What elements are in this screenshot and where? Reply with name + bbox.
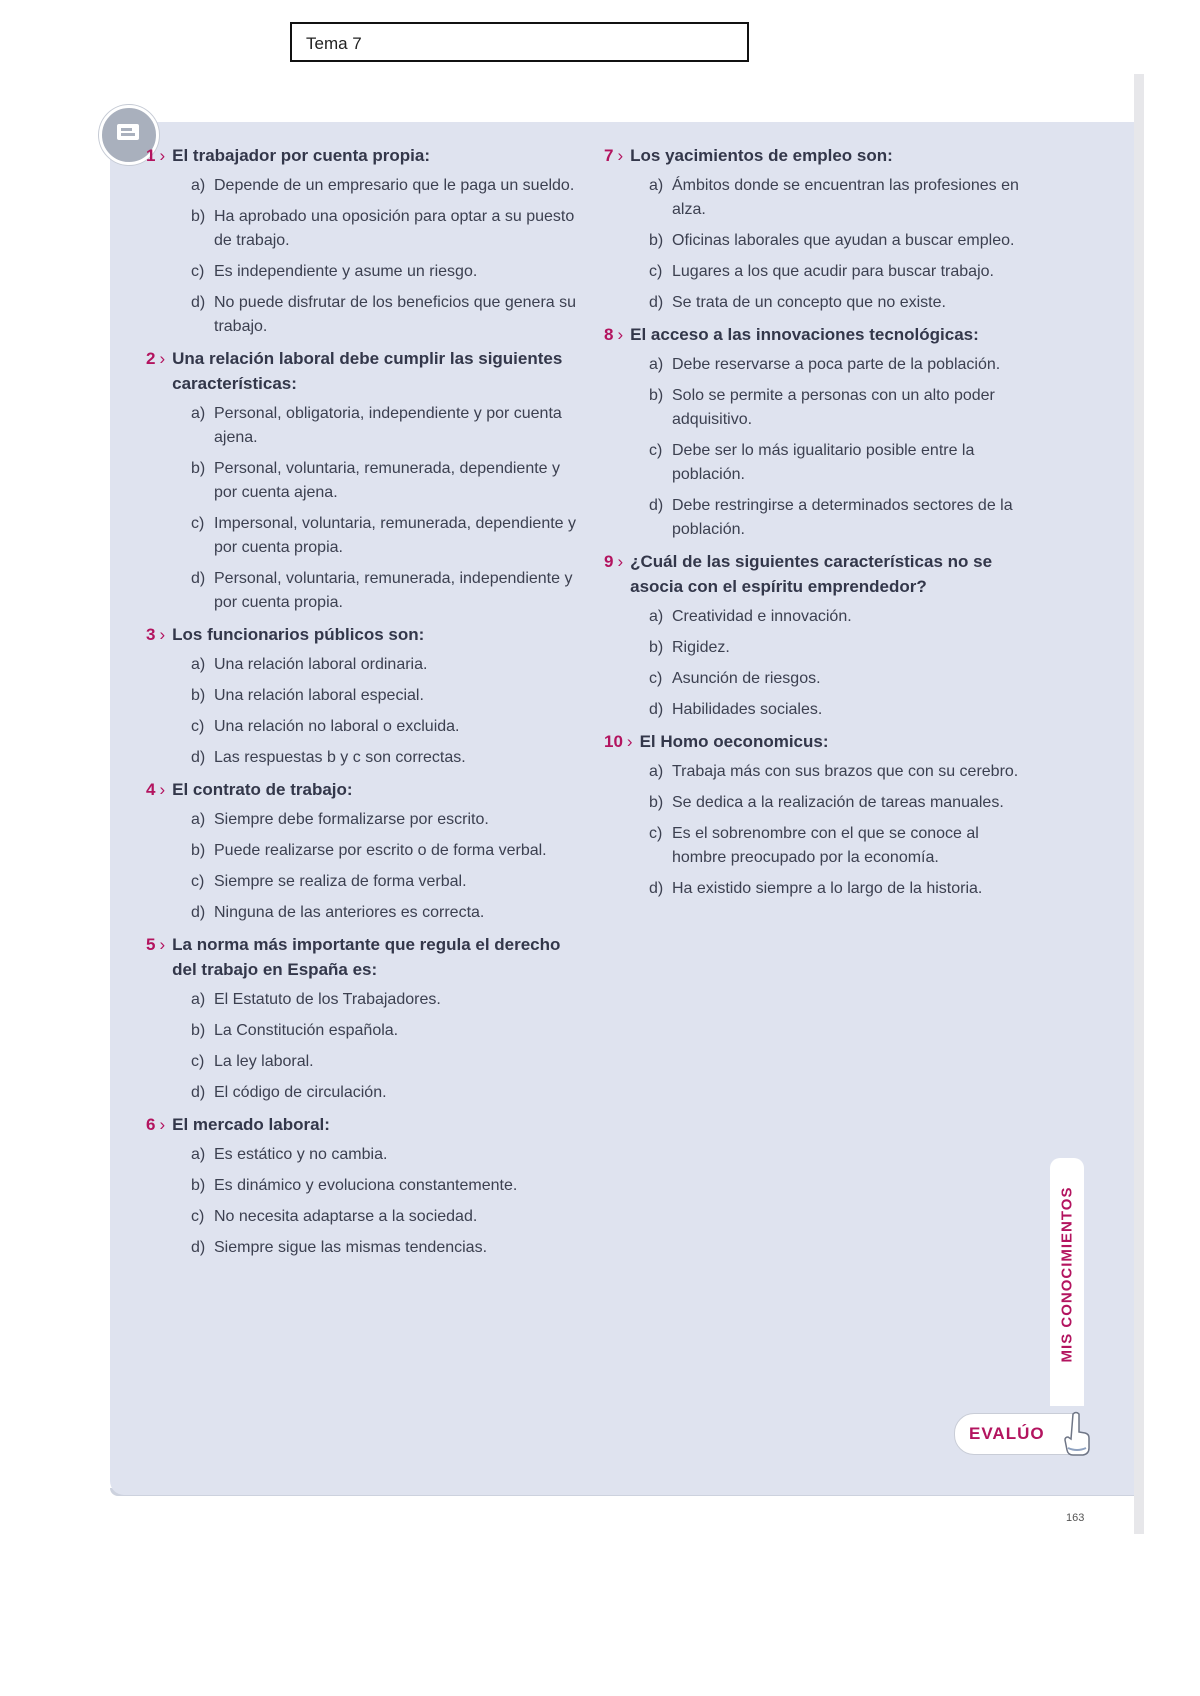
option-letter: b)	[649, 639, 664, 656]
answer-option	[191, 291, 580, 339]
question-number: 10	[604, 732, 623, 751]
answer-options	[649, 605, 1034, 722]
option-letter: b)	[649, 232, 664, 249]
answer-option	[649, 822, 1034, 870]
book-icon-line	[121, 133, 135, 136]
answer-options	[191, 174, 580, 339]
option-text: Solo se permite a personas con un alto poder adquisitivo.	[672, 387, 995, 428]
questions-column-left	[146, 143, 580, 1267]
question-text: Los funcionarios públicos son:	[172, 625, 425, 644]
option-letter: c)	[649, 263, 663, 280]
option-letter: c)	[191, 515, 205, 532]
question-number: 8	[604, 325, 614, 344]
answer-option	[649, 229, 1034, 253]
option-text: Personal, voluntaria, remunerada, dependiente y por cuenta ajena.	[214, 460, 560, 501]
answer-option	[191, 988, 580, 1012]
question-block	[604, 729, 1034, 901]
chevron-right-icon: ›	[617, 552, 624, 571]
option-letter: d)	[649, 701, 664, 718]
answer-option	[649, 605, 1034, 629]
option-text: No necesita adaptarse a la sociedad.	[214, 1208, 478, 1225]
option-text: Depende de un empresario que le paga un sueldo.	[214, 177, 575, 194]
chevron-right-icon: ›	[617, 146, 624, 165]
option-text: Oficinas laborales que ayudan a buscar empleo.	[672, 232, 1015, 249]
option-text: Es independiente y asume un riesgo.	[214, 263, 478, 280]
option-letter: a)	[649, 608, 664, 625]
topic-header-box	[290, 22, 749, 62]
option-letter: b)	[191, 1177, 206, 1194]
chevron-right-icon: ›	[159, 625, 166, 644]
question-text: ¿Cuál de las siguientes características no se asocia con el espíritu emprendedor?	[630, 552, 993, 596]
answer-option	[649, 877, 1034, 901]
option-text: Creatividad e innovación.	[672, 608, 852, 625]
option-letter: a)	[649, 356, 664, 373]
answer-option	[191, 512, 580, 560]
chevron-right-icon: ›	[159, 935, 166, 954]
option-letter: d)	[649, 294, 664, 311]
answer-option	[649, 291, 1034, 315]
question-heading	[146, 932, 580, 982]
option-text: La ley laboral.	[214, 1053, 314, 1070]
option-letter: a)	[191, 811, 206, 828]
option-letter: d)	[191, 1084, 206, 1101]
option-text: Personal, obligatoria, independiente y por cuenta ajena.	[214, 405, 562, 446]
option-letter: a)	[191, 177, 206, 194]
option-text: Habilidades sociales.	[672, 701, 823, 718]
option-letter: b)	[649, 387, 664, 404]
question-text: El acceso a las innovaciones tecnológicas:	[630, 325, 979, 344]
option-text: Es el sobrenombre con el que se conoce al hombre preocupado por la economía.	[672, 825, 979, 866]
option-text: El código de circulación.	[214, 1084, 387, 1101]
chevron-right-icon: ›	[617, 325, 624, 344]
option-letter: b)	[191, 842, 206, 859]
page-edge-strip	[1134, 74, 1144, 1534]
question-block	[604, 322, 1034, 542]
answer-options	[191, 402, 580, 615]
option-letter: d)	[191, 570, 206, 587]
question-number: 6	[146, 1115, 156, 1134]
chevron-right-icon: ›	[159, 146, 166, 165]
chevron-right-icon: ›	[159, 1115, 166, 1134]
option-letter: b)	[649, 794, 664, 811]
answer-option	[649, 260, 1034, 284]
question-text: El contrato de trabajo:	[172, 780, 353, 799]
option-text: Trabaja más con sus brazos que con su cerebro.	[672, 763, 1019, 780]
option-text: Impersonal, voluntaria, remunerada, dependiente y por cuenta propia.	[214, 515, 576, 556]
question-block	[146, 143, 580, 339]
option-letter: c)	[191, 873, 205, 890]
question-block	[146, 622, 580, 770]
option-letter: c)	[191, 1053, 205, 1070]
answer-option	[191, 567, 580, 615]
answer-option	[191, 402, 580, 450]
question-number: 5	[146, 935, 156, 954]
chevron-right-icon: ›	[626, 732, 633, 751]
answer-options	[649, 353, 1034, 542]
option-letter: c)	[649, 670, 663, 687]
option-text: Es dinámico y evoluciona constantemente.	[214, 1177, 518, 1194]
answer-option	[191, 746, 580, 770]
question-text: Los yacimientos de empleo son:	[630, 146, 893, 165]
answer-options	[649, 760, 1034, 901]
question-number: 2	[146, 349, 156, 368]
option-text: Debe ser lo más igualitario posible entre la población.	[672, 442, 975, 483]
option-letter: c)	[191, 1208, 205, 1225]
question-heading	[604, 322, 1034, 347]
answer-option	[649, 494, 1034, 542]
answer-option	[649, 667, 1034, 691]
question-block	[604, 143, 1034, 315]
option-text: Una relación no laboral o excluida.	[214, 718, 460, 735]
book-icon-line	[121, 128, 132, 131]
question-heading	[604, 729, 1034, 754]
answer-option	[649, 636, 1034, 660]
chevron-right-icon: ›	[159, 780, 166, 799]
pointing-hand-icon	[1062, 1410, 1092, 1456]
option-letter: d)	[649, 497, 664, 514]
question-heading	[146, 143, 580, 168]
option-letter: b)	[191, 1022, 206, 1039]
option-letter: c)	[649, 442, 663, 459]
book-icon-cover	[117, 124, 139, 140]
page-number: 163	[1066, 1512, 1085, 1524]
option-text: Rigidez.	[672, 639, 730, 656]
option-letter: d)	[191, 749, 206, 766]
question-heading	[604, 549, 1034, 599]
answer-options	[191, 808, 580, 925]
answer-option	[191, 808, 580, 832]
evaluo-badge	[954, 1413, 1076, 1455]
option-letter: d)	[191, 904, 206, 921]
question-heading	[604, 143, 1034, 168]
option-text: La Constitución española.	[214, 1022, 399, 1039]
question-number: 7	[604, 146, 614, 165]
answer-options	[191, 653, 580, 770]
option-text: No puede disfrutar de los beneficios que genera su trabajo.	[214, 294, 577, 335]
option-letter: b)	[191, 208, 206, 225]
option-letter: a)	[191, 991, 206, 1008]
option-text: Ha existido siempre a lo largo de la historia.	[672, 880, 983, 897]
answer-option	[191, 1143, 580, 1167]
option-text: Una relación laboral ordinaria.	[214, 656, 428, 673]
question-number: 3	[146, 625, 156, 644]
question-block	[146, 1112, 580, 1260]
option-text: Las respuestas b y c son correctas.	[214, 749, 466, 766]
question-number: 9	[604, 552, 614, 571]
answer-option	[191, 653, 580, 677]
option-text: Ninguna de las anteriores es correcta.	[214, 904, 485, 921]
question-text: Una relación laboral debe cumplir las siguientes características:	[172, 349, 563, 393]
question-block	[146, 346, 580, 615]
question-heading	[146, 346, 580, 396]
question-block	[146, 777, 580, 925]
answer-options	[649, 174, 1034, 315]
option-text: Siempre se realiza de forma verbal.	[214, 873, 467, 890]
answer-option	[191, 901, 580, 925]
option-letter: b)	[191, 460, 206, 477]
question-number: 1	[146, 146, 156, 165]
option-letter: a)	[649, 763, 664, 780]
answer-option	[649, 174, 1034, 222]
option-letter: b)	[191, 687, 206, 704]
question-text: El mercado laboral:	[172, 1115, 330, 1134]
option-text: Personal, voluntaria, remunerada, independiente y por cuenta propia.	[214, 570, 573, 611]
answer-option	[191, 715, 580, 739]
option-text: El Estatuto de los Trabajadores.	[214, 991, 441, 1008]
answer-option	[191, 1174, 580, 1198]
answer-option	[191, 1050, 580, 1074]
evaluo-label: EVALÚO	[969, 1424, 1045, 1443]
option-letter: d)	[649, 880, 664, 897]
question-text: El Homo oeconomicus:	[639, 732, 829, 751]
option-text: Ha aprobado una oposición para optar a su puesto de trabajo.	[214, 208, 575, 249]
answer-option	[191, 1019, 580, 1043]
answer-option	[649, 791, 1034, 815]
topic-title: Tema 7	[306, 34, 362, 53]
answer-option	[191, 839, 580, 863]
question-heading	[146, 622, 580, 647]
option-letter: d)	[191, 294, 206, 311]
answer-option	[649, 760, 1034, 784]
answer-option	[191, 684, 580, 708]
answer-option	[191, 174, 580, 198]
question-heading	[146, 777, 580, 802]
option-text: Se trata de un concepto que no existe.	[672, 294, 946, 311]
option-letter: a)	[191, 656, 206, 673]
answer-option	[191, 1236, 580, 1260]
answer-option	[649, 698, 1034, 722]
option-text: Lugares a los que acudir para buscar trabajo.	[672, 263, 994, 280]
answer-options	[191, 988, 580, 1105]
option-letter: c)	[191, 718, 205, 735]
answer-option	[191, 1205, 580, 1229]
option-text: Puede realizarse por escrito o de forma verbal.	[214, 842, 547, 859]
side-tab-label: MIS CONOCIMIENTOS	[1058, 1186, 1076, 1363]
option-text: Es estático y no cambia.	[214, 1146, 388, 1163]
option-letter: a)	[191, 1146, 206, 1163]
answer-option	[649, 384, 1034, 432]
option-letter: a)	[649, 177, 664, 194]
answer-option	[191, 870, 580, 894]
answer-options	[191, 1143, 580, 1260]
option-text: Asunción de riesgos.	[672, 670, 821, 687]
answer-option	[649, 353, 1034, 377]
questions-column-right	[604, 143, 1034, 908]
question-text: El trabajador por cuenta propia:	[172, 146, 431, 165]
answer-option	[191, 457, 580, 505]
option-text: Ámbitos donde se encuentran las profesiones en alza.	[672, 177, 1019, 218]
option-text: Siempre sigue las mismas tendencias.	[214, 1239, 488, 1256]
option-text: Una relación laboral especial.	[214, 687, 424, 704]
answer-option	[191, 260, 580, 284]
question-heading	[146, 1112, 580, 1137]
option-text: Debe reservarse a poca parte de la población.	[672, 356, 1001, 373]
option-text: Debe restringirse a determinados sectores de la población.	[672, 497, 1013, 538]
question-block	[146, 932, 580, 1105]
option-text: Siempre debe formalizarse por escrito.	[214, 811, 489, 828]
option-letter: a)	[191, 405, 206, 422]
option-letter: d)	[191, 1239, 206, 1256]
mis-conocimientos-tab	[1050, 1158, 1084, 1406]
chevron-right-icon: ›	[159, 349, 166, 368]
option-letter: c)	[191, 263, 205, 280]
option-letter: c)	[649, 825, 663, 842]
question-text: La norma más importante que regula el derecho del trabajo en España es:	[172, 935, 561, 979]
question-block	[604, 549, 1034, 722]
answer-option	[191, 205, 580, 253]
answer-option	[191, 1081, 580, 1105]
question-number: 4	[146, 780, 156, 799]
answer-option	[649, 439, 1034, 487]
option-text: Se dedica a la realización de tareas manuales.	[672, 794, 1004, 811]
